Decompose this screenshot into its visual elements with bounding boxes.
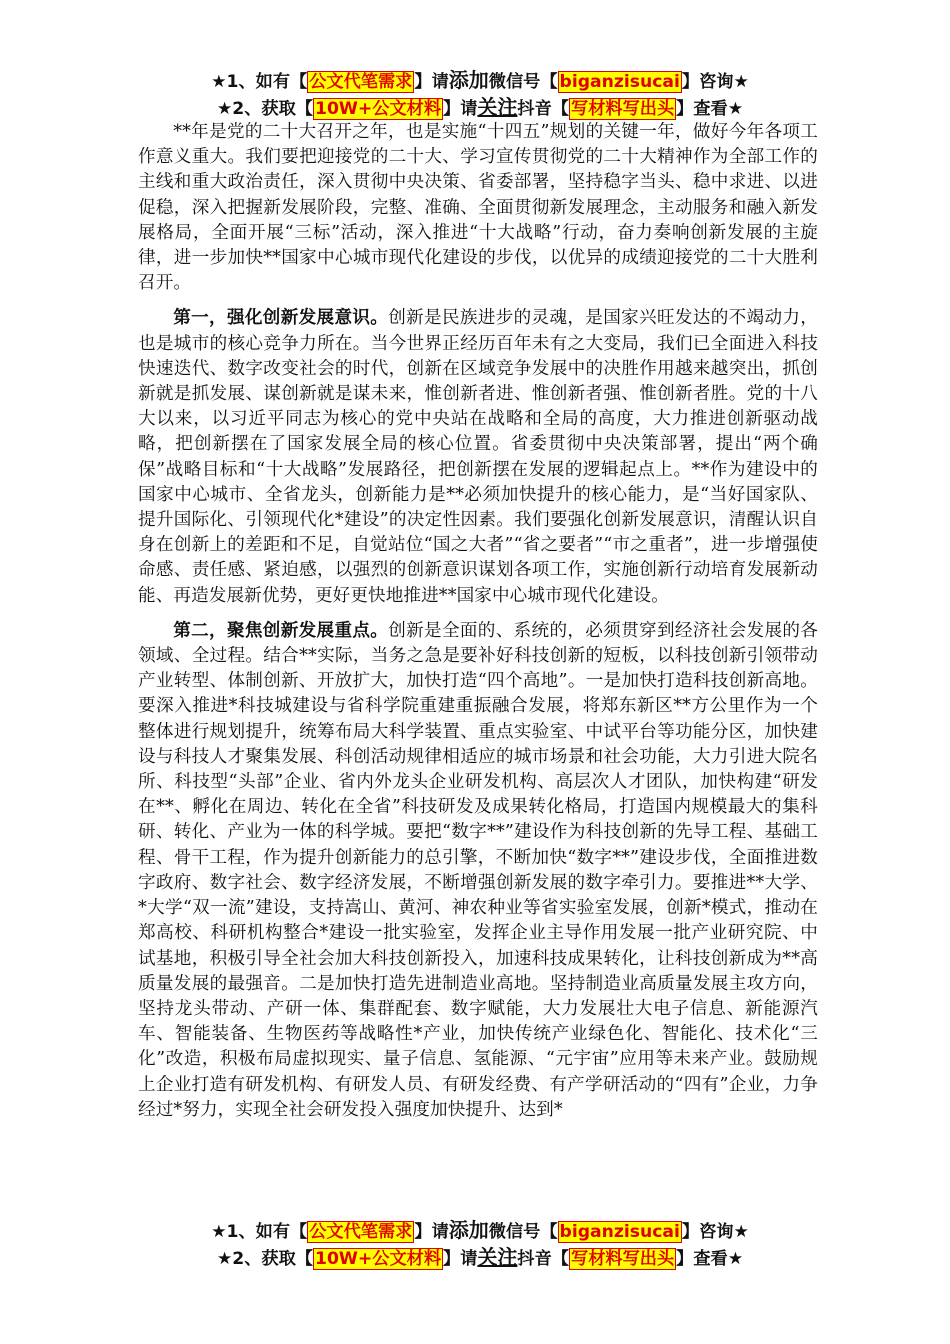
paragraph-intro: **年是党的二十大召开之年，也是实施“十四五”规划的关键一年，做好今年各项工作意义重大。我们要把迎接党的二十大、学习宣传贯彻党的二十大精神作为全部工作的主线和重大政治责任，深入贯彻中央决策、省委部署，坚持稳字当头、稳中求进、以进促稳，深入把握新发展阶段，完整、准确、全面贯彻新发展理念，主动服务和融入新发展格局，全面开展“三标”活动，深入推进“十大战略”行动，奋力奏响创新发展的主旋律，进一步加快**国家中心城市现代化建设的步伐，以优异的成绩迎接党的二十大胜利召开。 [138,122,818,294]
promo-line-1-bottom: ★1、如有【 公文代笔需求 】请添加微信号【 biganzisucai 】咨询★ [211,1218,749,1242]
promo-line-2-bottom: ★2、获取【 10W+公文材料 】请关注抖音【 写材料写出头 】查看★ [216,1245,744,1269]
paragraph-second-text: 创新是全面的、系统的，必须贯穿到经济社会发展的各领域、全过程。结合**实际，当务之急是要补好科技创新的短板，以科技创新引领带动产业转型、体制创新、开放扩大，加快打造“四个高地”。一是加快打造科技创新高地。要深入推进*科技城建设与省科学院重建重振融合发展，将郑东新区**方公里作为一个整体进行规划提升，统筹布局大科学装置、重点实验室、中试平台等功能分区，加快建设与科技人才聚集发展、科创活动规律相适应的城市场景和社会功能，大力引进大院名所、科技型“头部”企业、省内外龙头企业研发机构、高层次人才团队，加快构建“研发在**、孵化在周边、转化在全省”科技研发及成果转化格局，打造国内规模最大的集科研、转化、产业为一体的科学城。要把“数字**”建设作为科技创新的先导工程、基础工程、骨干工程，作为提升创新能力的总引擎，不断加快“数字**”建设步伐，全面推进数字政府、数字社会、数字经济发展，不断增强创新发展的数字牵引力。要推进**大学、*大学“双一流”建设，支持嵩山、黄河、神农种业等省实验室发展，创新*模式，推动在郑高校、科研机构整合*建设一批实验室，发挥企业主导作用发展一批产业研究院、中试基地，积极引导全社会加大科技创新投入，加速科技成果转化，让科技创新成为**高质量发展的最强音。二是加快打造先进制造业高地。坚持制造业高质量发展主攻方向，坚持龙头带动、产研一体、集群配套、数字赋能，大力发展壮大电子信息、新能源汽车、智能装备、生物医药等战略性*产业，加快传统产业绿色化、智能化、技术化“三化”改造，积极布局虚拟现实、量子信息、氢能源、“元宇宙”应用等未来产业。鼓励规上企业打造有研发机构、有研发人员、有研发经费、有产学研活动的“四有”企业，力争经过*努力，实现全社会研发投入强度加快提升、达到* [138,620,818,1120]
paragraph-second [138,619,818,1123]
highlight-service-bottom: 公文代笔需求 [309,1222,413,1242]
highlight-douyin-account: 写材料写出头 [571,99,675,119]
paragraph-second-heading: 第二，聚焦创新发展重点。 [173,620,389,641]
paragraph-first-heading: 第一，强化创新发展意识。 [173,308,389,329]
highlight-materials-bottom: 10W+公文材料 [315,1249,442,1269]
promo-line-2: ★2、获取【 10W+公文材料 】请关注抖音【 写材料写出头 】查看★ [216,95,744,119]
highlight-materials: 10W+公文材料 [315,99,442,119]
paragraph-first [138,306,818,608]
highlight-wechat-id-bottom: biganzisucai [559,1222,680,1242]
promo-banner-bottom [120,1218,840,1272]
promo-banner-top [120,68,840,122]
promo-line-1: ★1、如有【 公文代笔需求 】请添加微信号【 biganzisucai 】咨询★ [211,68,749,92]
highlight-service: 公文代笔需求 [309,72,413,92]
highlight-douyin-account-bottom: 写材料写出头 [571,1249,675,1269]
paragraph-first-text: 创新是民族进步的灵魂，是国家兴旺发达的不竭动力，也是城市的核心竞争力所在。当今世界正经历百年未有之大变局，我们已全面进入科技快速迭代、数字改变社会的时代，创新在区域竞争发展中的决胜作用越来越突出，抓创新就是抓发展、谋创新就是谋未来，惟创新者进、惟创新者强、惟创新者胜。党的十八大以来，以习近平同志为核心的党中央站在战略和全局的高度，大力推进创新驱动战略，把创新摆在了国家发展全局的核心位置。省委贯彻中央决策部署，提出“两个确保”战略目标和“十大战略”发展路径，把创新摆在发展的逻辑起点上。**作为建设中的国家中心城市、全省龙头，创新能力是**必须加快提升的核心能力，是“当好国家队、提升国际化、引领现代化*建设”的决定性因素。我们要强化创新发展意识，清醒认识自身在创新上的差距和不足，自觉站位“国之大者”“省之要者”“市之重者”，进一步增强使命感、责任感、紧迫感，以强烈的创新意识谋划各项工作，实施创新行动培育发展新动能、再造发展新优势，更好更快地推进**国家中心城市现代化建设。 [138,308,818,606]
highlight-wechat-id: biganzisucai [559,72,680,92]
document-body [138,120,818,1123]
